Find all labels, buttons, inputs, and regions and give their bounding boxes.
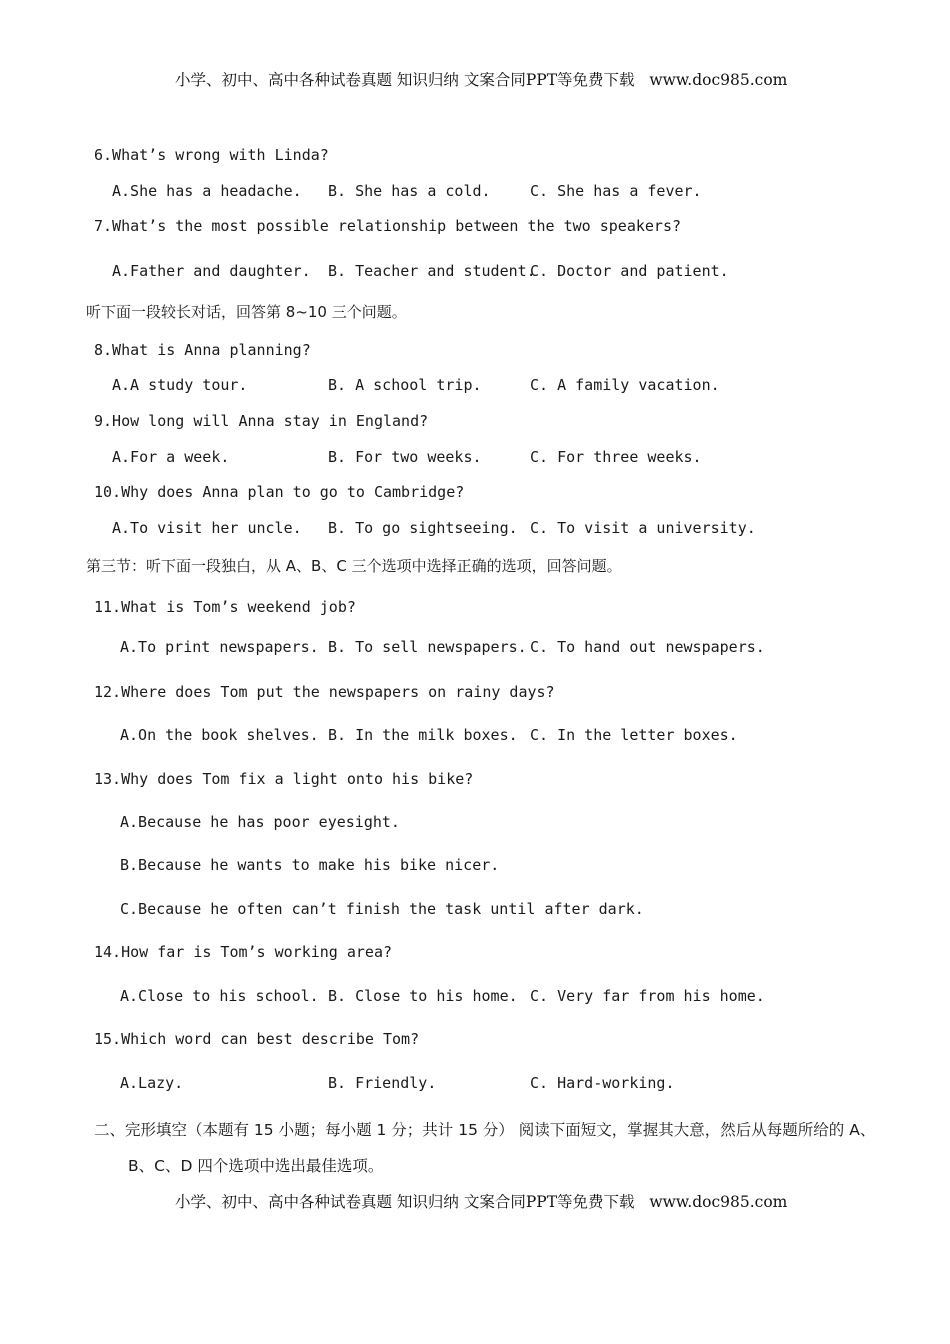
- question-8: 8.What is Anna planning?: [94, 341, 311, 359]
- part-2-cloze-heading: [94, 1112, 896, 1184]
- q12-option-c: C. In the letter boxes.: [530, 726, 738, 744]
- page-header: 小学、初中、高中各种试卷真题 知识归纳 文案合同PPT等免费下载 www.doc985.com: [175, 71, 788, 89]
- q11-option-a: A.To print newspapers.: [120, 638, 319, 656]
- question-7: 7.What’s the most possible relationship between the two speakers?: [94, 217, 681, 235]
- question-10: 10.Why does Anna plan to go to Cambridge?: [94, 483, 465, 501]
- q10-option-a: A.To visit her uncle.: [112, 519, 302, 537]
- q7-option-b: B. Teacher and student.: [328, 262, 536, 280]
- q12-option-a: A.On the book shelves.: [120, 726, 319, 744]
- q6-option-c: C. She has a fever.: [530, 182, 702, 200]
- q14-option-c: C. Very far from his home.: [530, 987, 765, 1005]
- q7-option-a: A.Father and daughter.: [112, 262, 311, 280]
- instruction-8-10: 听下面一段较长对话，回答第 8~10 三个问题。: [86, 303, 407, 321]
- q9-option-b: B. For two weeks.: [328, 448, 482, 466]
- q14-option-a: A.Close to his school.: [120, 987, 319, 1005]
- q9-option-c: C. For three weeks.: [530, 448, 702, 466]
- q13-option-c: C.Because he often can’t finish the task until after dark.: [120, 900, 644, 918]
- q6-option-a: A.She has a headache.: [112, 182, 302, 200]
- question-12: 12.Where does Tom put the newspapers on rainy days?: [94, 683, 555, 701]
- q8-option-c: C. A family vacation.: [530, 376, 720, 394]
- q14-option-b: B. Close to his home.: [328, 987, 518, 1005]
- q8-option-b: B. A school trip.: [328, 376, 482, 394]
- question-14: 14.How far is Tom’s working area?: [94, 943, 393, 961]
- question-9: 9.How long will Anna stay in England?: [94, 412, 429, 430]
- q15-option-c: C. Hard-working.: [530, 1074, 675, 1092]
- q11-option-c: C. To hand out newspapers.: [530, 638, 765, 656]
- section-3-instruction: 第三节：听下面一段独白，从 A、B、C 三个选项中选择正确的选项，回答问题。: [86, 557, 622, 575]
- q6-option-b: B. She has a cold.: [328, 182, 491, 200]
- question-13: 13.Why does Tom fix a light onto his bike?: [94, 770, 474, 788]
- part-2-text: 二、完形填空（本题有 15 小题；每小题 1 分；共计 15 分） 阅读下面短文，掌握其大意，然后从每题所给的 A、B、C、D 四个选项中选出最佳选项。: [94, 1121, 876, 1175]
- q7-option-c: C. Doctor and patient.: [530, 262, 729, 280]
- q13-option-a: A.Because he has poor eyesight.: [120, 813, 400, 831]
- q11-option-b: B. To sell newspapers.: [328, 638, 527, 656]
- q15-option-b: B. Friendly.: [328, 1074, 437, 1092]
- question-6: 6.What’s wrong with Linda?: [94, 146, 329, 164]
- q13-option-b: B.Because he wants to make his bike nicer.: [120, 856, 500, 874]
- q8-option-a: A.A study tour.: [112, 376, 248, 394]
- page-footer: 小学、初中、高中各种试卷真题 知识归纳 文案合同PPT等免费下载 www.doc985.com: [175, 1193, 788, 1211]
- q9-option-a: A.For a week.: [112, 448, 230, 466]
- q10-option-b: B. To go sightseeing.: [328, 519, 518, 537]
- q10-option-c: C. To visit a university.: [530, 519, 756, 537]
- question-11: 11.What is Tom’s weekend job?: [94, 598, 356, 616]
- q15-option-a: A.Lazy.: [120, 1074, 184, 1092]
- question-15: 15.Which word can best describe Tom?: [94, 1030, 420, 1048]
- q12-option-b: B. In the milk boxes.: [328, 726, 518, 744]
